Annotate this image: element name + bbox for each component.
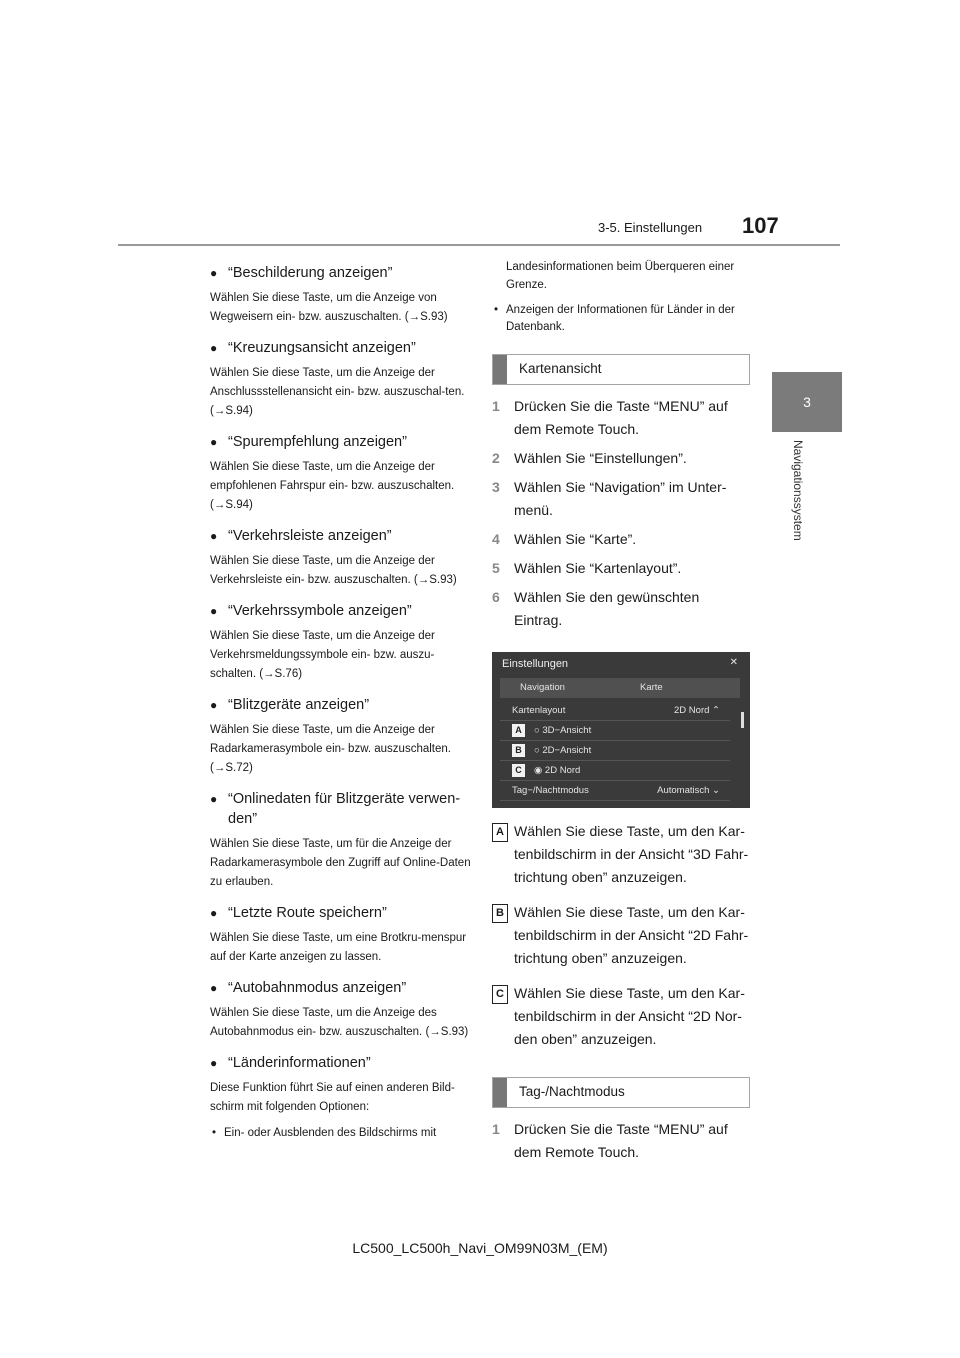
- item-title: ● “Kreuzungsansicht anzeigen”: [210, 338, 472, 358]
- section-heading-kartenansicht: [492, 354, 750, 385]
- item-desc: Wählen Sie diese Taste, um eine Brotkru-menspur auf der Karte anzeigen zu lassen.: [210, 932, 467, 963]
- option-label: ○ 2D−Ansicht: [534, 745, 592, 756]
- step-number: 1: [492, 398, 500, 414]
- page-number: 107: [742, 213, 779, 238]
- item-desc: Wählen Sie diese Taste, um die Anzeige von Wegweisern ein- bzw. auszuschalten. (→S.93): [210, 292, 448, 323]
- left-column: [210, 252, 472, 1142]
- option-2d-ansicht[interactable]: [500, 742, 730, 761]
- screen-tabs: [500, 678, 740, 698]
- settings-screenshot: [492, 652, 750, 808]
- step-number: 2: [492, 450, 500, 466]
- item-title: ● “Spurempfehlung anzeigen”: [210, 432, 472, 452]
- step-item: [492, 586, 750, 632]
- chapter-tab: 3: [772, 372, 842, 432]
- row-label: Kartenlayout: [512, 705, 566, 716]
- step-number: 1: [492, 1121, 500, 1137]
- step-number: 5: [492, 560, 500, 576]
- sub-bullet: • Ein- oder Ausblenden des Bildschirms mit: [210, 1125, 472, 1142]
- step-text: Wählen Sie “Navigation” im Unter-menü.: [514, 479, 727, 518]
- step-text: Wählen Sie “Karte”.: [514, 531, 637, 547]
- steps-list: [492, 1118, 750, 1164]
- step-item: [492, 447, 750, 470]
- item-desc: Wählen Sie diese Taste, um die Anzeige des Autobahnmodus ein- bzw. auszuschalten. (→S.93): [210, 1007, 469, 1038]
- item-title: ● “Verkehrsleiste anzeigen”: [210, 526, 472, 546]
- step-number: 4: [492, 531, 500, 547]
- callout-marker: A: [492, 823, 508, 842]
- item-title: ● “Letzte Route speichern”: [210, 903, 472, 923]
- chapter-title: Navigationssystem: [791, 440, 805, 541]
- callout-item: [492, 820, 750, 889]
- step-text: Drücken Sie die Taste “MENU” auf dem Remote Touch.: [514, 398, 728, 437]
- screen-title: Einstellungen: [502, 658, 569, 670]
- steps-list: [492, 395, 750, 632]
- list-item: [210, 338, 472, 421]
- continued-text: Landesinformationen beim Überqueren einer Grenze.: [506, 261, 735, 291]
- section-heading-tag-nachtmodus: [492, 1077, 750, 1108]
- tab-navigation[interactable]: Navigation: [520, 682, 565, 693]
- section-bar: [493, 1078, 507, 1107]
- option-3d-ansicht[interactable]: [500, 722, 730, 741]
- step-item: [492, 395, 750, 441]
- section-title: Kartenansicht: [519, 361, 602, 376]
- marker-c: C: [512, 764, 525, 777]
- list-item: [210, 601, 472, 684]
- item-title: ● “Beschilderung anzeigen”: [210, 263, 472, 283]
- step-text: Wählen Sie “Kartenlayout”.: [514, 560, 682, 576]
- item-title: ● “Blitzgeräte anzeigen”: [210, 695, 472, 715]
- close-icon[interactable]: ✕: [729, 657, 738, 668]
- callout-text: Wählen Sie diese Taste, um den Kar-tenbildschirm in der Ansicht “2D Fahr-trichtung oben” anzuzeigen.: [514, 904, 749, 966]
- list-item: [210, 432, 472, 515]
- callout-item: [492, 901, 750, 970]
- marker-a: A: [512, 724, 525, 737]
- row-kartenlayout[interactable]: [500, 702, 730, 721]
- option-label: ◉ 2D Nord: [534, 765, 581, 776]
- scrollbar[interactable]: [741, 712, 744, 728]
- list-item: [210, 978, 472, 1042]
- step-number: 3: [492, 479, 500, 495]
- callout-list: [492, 820, 750, 1051]
- list-item: [210, 695, 472, 778]
- step-text: Wählen Sie “Einstellungen”.: [514, 450, 687, 466]
- step-number: 6: [492, 589, 500, 605]
- item-desc: Diese Funktion führt Sie auf einen anderen Bild-schirm mit folgenden Optionen:: [210, 1082, 455, 1113]
- step-text: Drücken Sie die Taste “MENU” auf dem Remote Touch.: [514, 1121, 728, 1160]
- section-title: Tag-/Nachtmodus: [519, 1084, 625, 1099]
- list-item: [210, 1053, 472, 1117]
- row-tag-nachtmodus[interactable]: [500, 782, 730, 801]
- step-text: Wählen Sie den gewünschten Eintrag.: [514, 589, 700, 628]
- row-value: 2D Nord ⌃: [674, 705, 720, 716]
- list-item: [210, 263, 472, 327]
- step-item: [492, 528, 750, 551]
- list-item: [210, 903, 472, 967]
- list-item: [210, 789, 472, 892]
- callout-item: [492, 982, 750, 1051]
- option-label: ○ 3D−Ansicht: [534, 725, 592, 736]
- item-title: ● “Länderinformationen”: [210, 1053, 472, 1073]
- item-desc: Wählen Sie diese Taste, um die Anzeige der Verkehrsleiste ein- bzw. auszuschalten. (→S.93): [210, 555, 457, 586]
- header-section-title: 3-5. Einstellungen: [598, 220, 703, 235]
- item-desc: Wählen Sie diese Taste, um für die Anzeige der Radarkamerasymbole den Zugriff auf Online-Daten zu erlauben.: [210, 838, 471, 888]
- item-title: ● “Onlinedaten für Blitzgeräte verwen-den”: [210, 789, 472, 829]
- callout-marker: C: [492, 985, 508, 1004]
- footer-doc-id: LC500_LC500h_Navi_OM99N03M_(EM): [352, 1240, 608, 1256]
- sub-bullet: • Anzeigen der Informationen für Länder in der Datenbank.: [492, 302, 750, 336]
- item-desc: Wählen Sie diese Taste, um die Anzeige der Anschlussstellenansicht ein- bzw. auszuschal-ten. (→S.94): [210, 367, 465, 417]
- item-desc: Wählen Sie diese Taste, um die Anzeige der empfohlenen Fahrspur ein- bzw. auszuschalten. (→S.94): [210, 461, 455, 511]
- step-item: [492, 1118, 750, 1164]
- item-title: ● “Autobahnmodus anzeigen”: [210, 978, 472, 998]
- right-column: [492, 252, 750, 1164]
- option-2d-nord[interactable]: [500, 762, 730, 781]
- list-item: [210, 526, 472, 590]
- item-title: ● “Verkehrssymbole anzeigen”: [210, 601, 472, 621]
- marker-b: B: [512, 744, 525, 757]
- section-bar: [493, 355, 507, 384]
- step-item: [492, 557, 750, 580]
- step-item: [492, 476, 750, 522]
- callout-text: Wählen Sie diese Taste, um den Kar-tenbildschirm in der Ansicht “2D Nor-den oben” anzuzeigen.: [514, 985, 745, 1047]
- item-desc: Wählen Sie diese Taste, um die Anzeige der Verkehrsmeldungssymbole ein- bzw. auszu-schalten. (→S.76): [210, 630, 435, 680]
- tab-karte[interactable]: Karte: [640, 682, 663, 693]
- header-divider: [118, 244, 840, 246]
- item-desc: Wählen Sie diese Taste, um die Anzeige der Radarkamerasymbole ein- bzw. auszuschalten. (→S.72): [210, 724, 451, 774]
- callout-marker: B: [492, 904, 508, 923]
- row-value: Automatisch ⌄: [657, 785, 720, 796]
- callout-text: Wählen Sie diese Taste, um den Kar-tenbildschirm in der Ansicht “3D Fahr-trichtung oben” anzuzeigen.: [514, 823, 749, 885]
- row-label: Tag−/Nachtmodus: [512, 785, 589, 796]
